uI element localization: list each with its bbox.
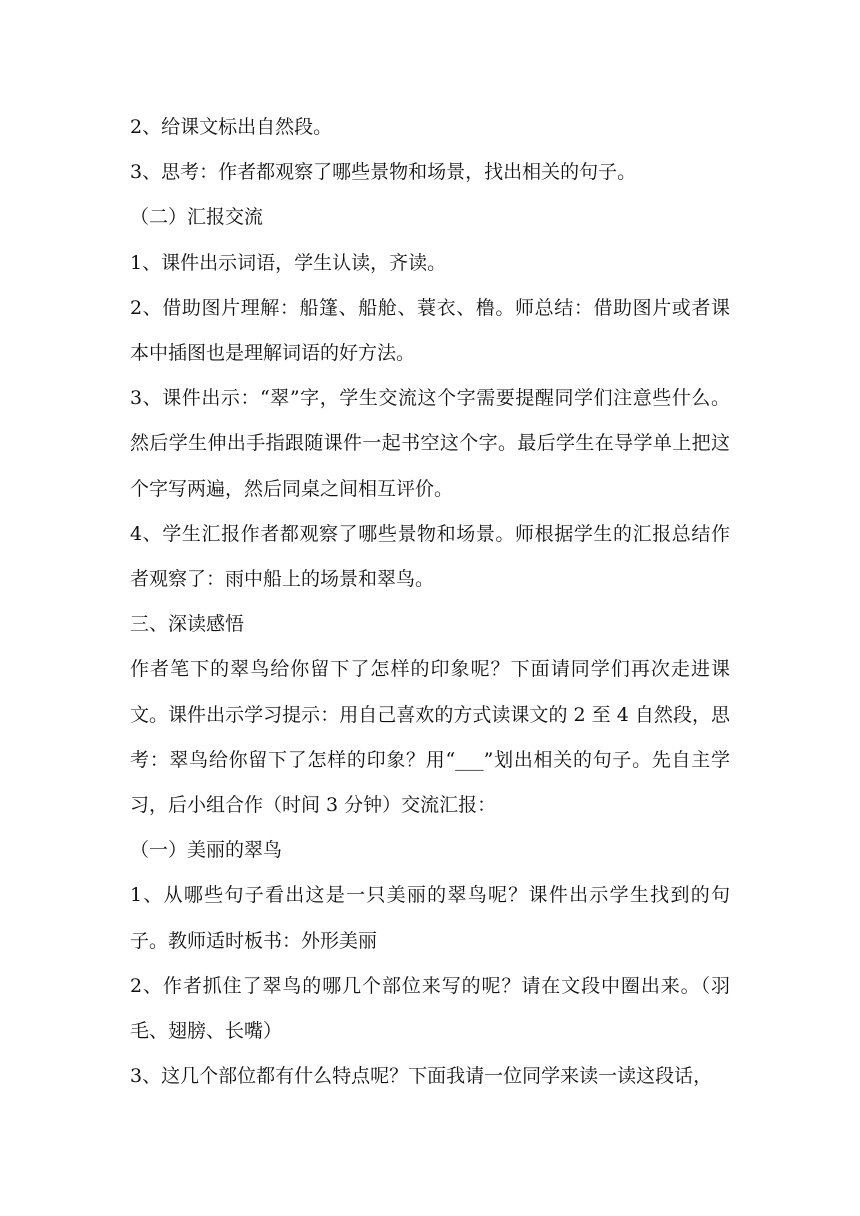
paragraph-find-sentences: 1、从哪些句子看出这是一只美丽的翠鸟呢？课件出示学生找到的句子。教师适时板书：外形美丽 xyxy=(130,884,730,952)
paragraph-picture-understanding: 2、借助图片理解：船篷、船舱、蓑衣、橹。师总结：借助图片或者课本中插图也是理解词语的好方法。 xyxy=(130,296,730,365)
paragraph-student-report: 4、学生汇报作者都观察了哪些景物和场景。师根据学生的汇报总结作者观察了：雨中船上的场景和翠鸟。 xyxy=(130,522,730,591)
document-body xyxy=(130,105,730,1099)
paragraph-features: 3、这几个部位都有什么特点呢？下面我请一位同学来读一读这段话， xyxy=(130,1065,713,1088)
paragraph-character-cui: 3、课件出示：“翠”字，学生交流这个字需要提醒同学们注意些什么。然后学生伸出手指跟随课件一起书空这个字。最后学生在导学单上把这个字写两遍，然后同桌之间相互评价。 xyxy=(130,387,730,500)
section-heading-beautiful-kingfisher: （一）美丽的翠鸟 xyxy=(130,839,283,862)
paragraph-mark-paragraphs: 2、给课文标出自然段。 xyxy=(130,116,333,138)
paragraph-body-parts: 2、作者抓住了翠鸟的哪几个部位来写的呢？请在文段中圈出来。（羽毛、翅膀、长嘴） xyxy=(130,974,730,1043)
paragraph-think-scenes: 3、思考：作者都观察了哪些景物和场景，找出相关的句子。 xyxy=(130,161,637,184)
section-heading-deep-reading: 三、深读感悟 xyxy=(130,613,245,636)
paragraph-study-prompt: 作者笔下的翠鸟给你留下了怎样的印象呢？下面请同学们再次走进课文。课件出示学习提示：用自己喜欢的方式读课文的 2 至 4 自然段，思考：翠鸟给你留下了怎样的印象？用“___”划出相关的句子。先自主学习，后小组合作（时间 3 分钟）交流汇报： xyxy=(130,658,730,817)
section-heading-report-exchange: （二）汇报交流 xyxy=(130,206,264,229)
paragraph-show-words: 1、课件出示词语，学生认读，齐读。 xyxy=(130,251,447,274)
